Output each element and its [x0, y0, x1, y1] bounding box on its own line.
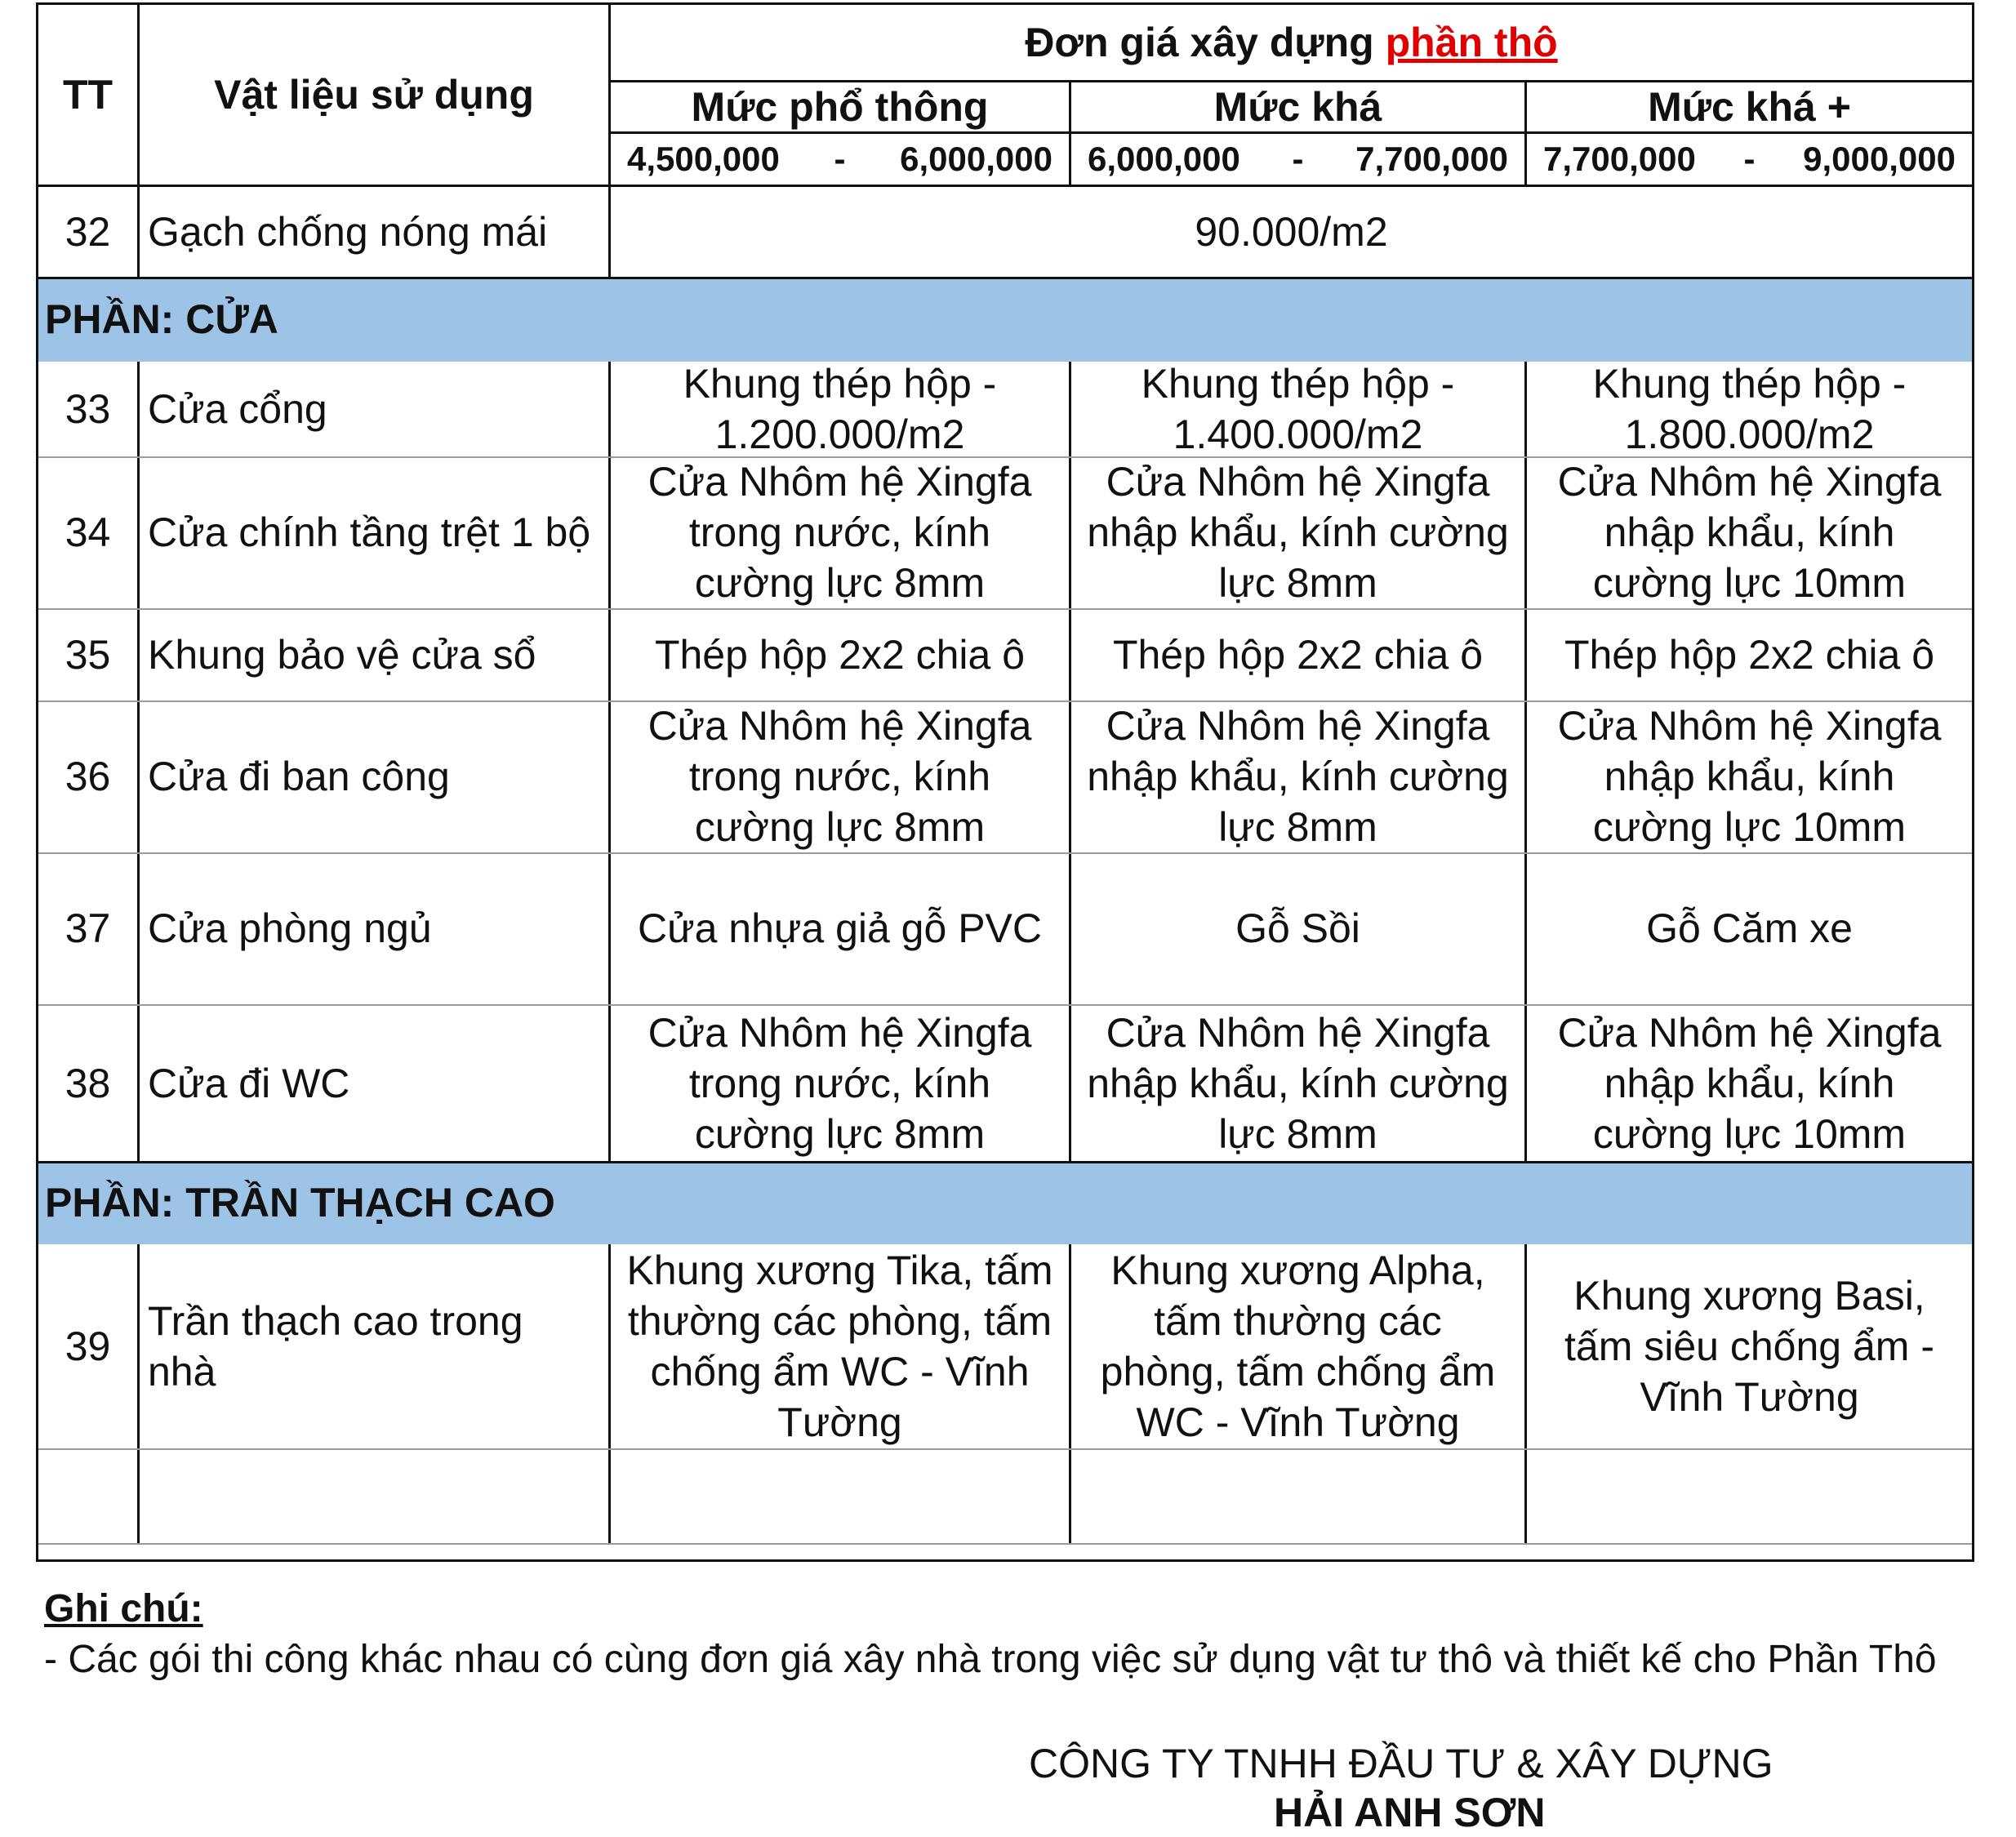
col-divider [137, 5, 140, 277]
table-row-c1: Cửa Nhôm hệ Xingfa trong nước, kính cường lực 8mm [648, 703, 1032, 850]
table-row-tt: 33 [65, 385, 111, 432]
table-row-c2: Thép hộp 2x2 chia ô [1112, 631, 1484, 678]
table-row-c3: Khung thép hộp - 1.800.000/m2 [1592, 360, 1907, 457]
row-divider [38, 277, 1972, 279]
col-divider [1524, 362, 1527, 1161]
row39-tt: 39 [65, 1323, 111, 1369]
header-material: Vật liệu sử dụng [214, 72, 534, 118]
price-to: 7,700,000 [1355, 140, 1508, 178]
section-header-tran: PHẦN: TRẦN THẠCH CAO [38, 1161, 1972, 1244]
col-divider [608, 1244, 611, 1545]
level-price-3 [1527, 134, 1972, 185]
row39-material: Trần thạch cao trong nhà [148, 1298, 523, 1394]
row-divider [38, 852, 1972, 854]
table-row-tt: 35 [65, 631, 111, 678]
table-row-tt: 34 [65, 509, 111, 555]
company-line-2: HẢI ANH SƠN [1274, 1790, 1546, 1835]
price-from: 4,500,000 [627, 140, 780, 178]
level-price-2 [1071, 134, 1524, 185]
table-row-c2: Cửa Nhôm hệ Xingfa nhập khẩu, kính cường lực 8mm [1087, 459, 1509, 606]
header-tt: TT [62, 72, 113, 118]
col-divider [137, 1244, 140, 1545]
price-dash: - [1292, 140, 1304, 178]
table-row-c3: Thép hộp 2x2 chia ô [1564, 631, 1935, 678]
row-divider [38, 701, 1972, 702]
level-price-1 [611, 134, 1069, 185]
notes-title: Ghi chú: [44, 1587, 203, 1630]
row39-c1: Khung xương Tika, tấm thường các phòng, tấm chống ẩm WC - Vĩnh Tường [626, 1248, 1053, 1445]
table-row-c1: Cửa nhựa giả gỗ PVC [638, 905, 1042, 951]
table-row-tt: 36 [65, 754, 111, 799]
header-title-highlight: phần thô [1385, 20, 1558, 65]
row-divider [38, 185, 1972, 187]
table-row-c2: Cửa Nhôm hệ Xingfa nhập khẩu, kính cường lực 8mm [1087, 1009, 1509, 1157]
table-row-tt: 38 [65, 1060, 111, 1106]
table-row-material: Khung bảo vệ cửa sổ [148, 631, 536, 678]
table-row-material: Cửa cổng [148, 385, 327, 432]
level-name-3: Mức khá + [1648, 84, 1851, 130]
row-divider [38, 1004, 1972, 1006]
table-row-c3: Cửa Nhôm hệ Xingfa nhập khẩu, kính cường lực 10mm [1557, 1009, 1942, 1157]
price-table [36, 2, 1974, 1562]
table-row-c2: Cửa Nhôm hệ Xingfa nhập khẩu, kính cường lực 8mm [1087, 703, 1509, 850]
row-divider [38, 1543, 1972, 1545]
col-divider [1524, 1244, 1527, 1545]
table-row-material: Cửa đi WC [148, 1060, 350, 1106]
company-line-1: CÔNG TY TNHH ĐẦU TƯ & XÂY DỰNG [1029, 1741, 1773, 1786]
row-divider [38, 1161, 1972, 1163]
header-title [611, 5, 1972, 80]
price-to: 6,000,000 [900, 140, 1053, 178]
row32-material: Gạch chống nóng mái [148, 209, 548, 255]
table-row-c1: Thép hộp 2x2 chia ô [654, 631, 1026, 678]
table-row-c3: Cửa Nhôm hệ Xingfa nhập khẩu, kính cường lực 10mm [1557, 459, 1942, 606]
table-row-c1: Cửa Nhôm hệ Xingfa trong nước, kính cường lực 8mm [648, 459, 1032, 606]
notes [44, 1584, 1955, 1685]
row32-value: 90.000/m2 [1195, 209, 1388, 255]
table-row-c3: Gỗ Căm xe [1646, 905, 1853, 951]
price-dash: - [834, 140, 846, 178]
level-name-1: Mức phổ thông [691, 84, 989, 130]
row39-c3: Khung xương Basi, tấm siêu chống ẩm - Vĩnh Tường [1564, 1273, 1934, 1420]
table-row-c1: Khung thép hộp - 1.200.000/m2 [683, 360, 997, 457]
table-row-c1: Cửa Nhôm hệ Xingfa trong nước, kính cường lực 8mm [648, 1009, 1032, 1157]
notes-text: - Các gói thi công khác nhau có cùng đơn giá xây nhà trong việc sử dụng vật tư thô và thiết kế cho Phần Thô [44, 1638, 1937, 1681]
row-divider [38, 608, 1972, 610]
table-row-material: Cửa phòng ngủ [148, 905, 432, 951]
row39-c2: Khung xương Alpha, tấm thường các phòng, tấm chống ẩm WC - Vĩnh Tường [1100, 1248, 1496, 1445]
col-divider [608, 362, 611, 1161]
col-divider [608, 5, 611, 277]
price-from: 7,700,000 [1543, 140, 1696, 178]
section-header-cua: PHẦN: CỬA [38, 277, 1972, 362]
price-from: 6,000,000 [1088, 140, 1240, 178]
table-row-c2: Khung thép hộp - 1.400.000/m2 [1141, 360, 1455, 457]
price-to: 9,000,000 [1803, 140, 1956, 178]
row-divider [608, 131, 1972, 134]
row-divider [38, 456, 1972, 458]
row-divider [38, 1448, 1972, 1450]
price-dash: - [1743, 140, 1756, 178]
table-row-c2: Gỗ Sồi [1235, 905, 1360, 951]
table-row-c3: Cửa Nhôm hệ Xingfa nhập khẩu, kính cường lực 10mm [1557, 703, 1942, 850]
col-divider [1069, 362, 1071, 1161]
table-row-material: Cửa chính tầng trệt 1 bộ [148, 509, 591, 555]
row-divider [608, 80, 1972, 82]
company-block [1029, 1739, 1845, 1837]
table-row-material: Cửa đi ban công [148, 754, 450, 799]
col-divider [1069, 1244, 1071, 1545]
col-divider [137, 362, 140, 1161]
level-name-2: Mức khá [1213, 84, 1382, 130]
row32-tt: 32 [65, 209, 111, 255]
table-row-tt: 37 [65, 905, 111, 951]
header-title-prefix: Đơn giá xây dựng [1025, 20, 1386, 65]
